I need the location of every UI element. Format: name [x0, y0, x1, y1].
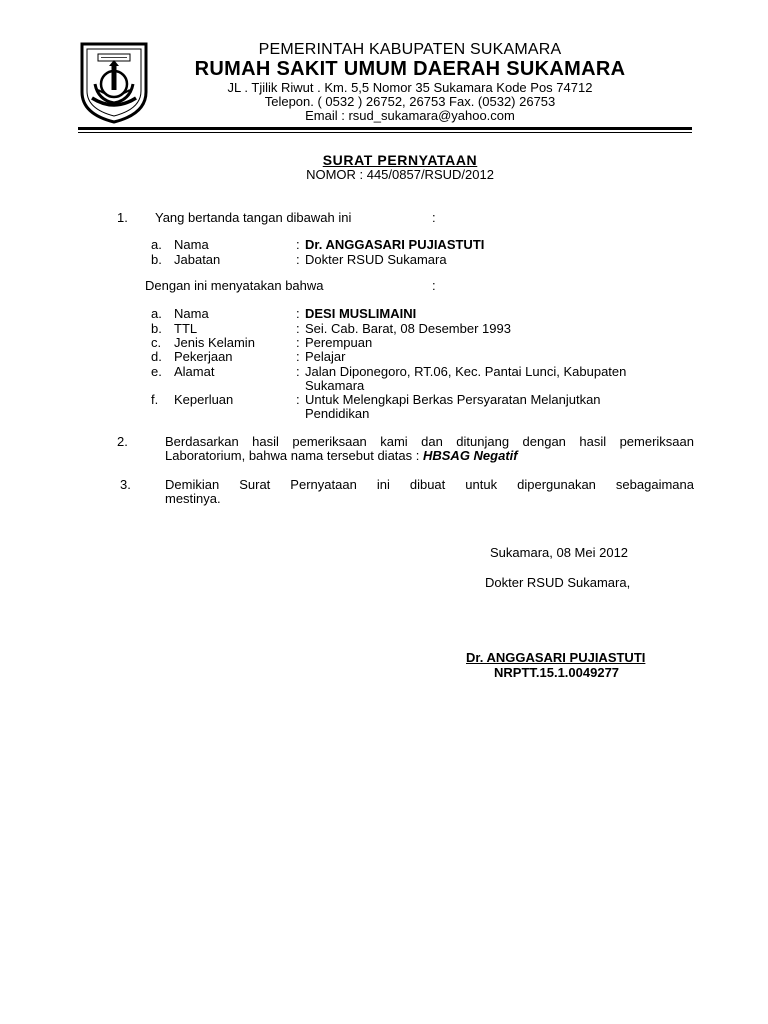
signature-position: Dokter RSUD Sukamara, [485, 575, 631, 590]
subject-sep: : [296, 306, 300, 321]
declaration-text: Dengan ini menyatakan bahwa [145, 278, 324, 293]
signature-nrptt: NRPTT.15.1.0049277 [494, 665, 620, 680]
subject-occupation: Pelajar [305, 349, 346, 364]
declaration-colon: : [432, 278, 436, 293]
section-2-line-2 [165, 448, 518, 463]
section-1-number: 1. [117, 210, 128, 225]
subject-gender: Perempuan [305, 335, 373, 350]
section-2-line-2-text: Laboratorium, bahwa nama tersebut diatas : [165, 448, 423, 463]
letterhead-hospital-name: RUMAH SAKIT UMUM DAERAH SUKAMARA [194, 58, 626, 80]
section-1-text: Yang bertanda tangan dibawah ini [155, 210, 352, 225]
signer-name: Dr. ANGGASARI PUJIASTUTI [305, 237, 485, 252]
signer-letter: b. [151, 252, 162, 267]
subject-name: DESI MUSLIMAINI [305, 306, 417, 321]
subject-label: TTL [174, 321, 198, 336]
section-3-line-1: Demikian Surat Pernyataan ini dibuat untuk dipergunakan sebagaimana [165, 477, 694, 492]
subject-label: Nama [174, 306, 209, 321]
subject-purpose-cont: Pendidikan [305, 406, 370, 421]
signer-label: Jabatan [174, 252, 221, 267]
signer-sep: : [296, 252, 300, 267]
test-result: HBSAG Negatif [422, 448, 518, 463]
subject-birth: Sei. Cab. Barat, 08 Desember 1993 [305, 321, 511, 336]
subject-label: Alamat [174, 364, 215, 379]
subject-label: Jenis Kelamin [174, 335, 255, 350]
section-2-number: 2. [117, 434, 128, 449]
subject-label: Pekerjaan [174, 349, 233, 364]
regency-emblem-logo [78, 40, 150, 124]
letterhead-email: Email : rsud_sukamara@yahoo.com [305, 108, 515, 123]
signer-label: Nama [174, 237, 209, 252]
letterhead-government: PEMERINTAH KABUPATEN SUKAMARA [258, 41, 562, 58]
signer-letter: a. [151, 237, 162, 252]
subject-sep: : [296, 392, 300, 407]
subject-letter: d. [151, 349, 162, 364]
section-3-line-2: mestinya. [165, 491, 221, 506]
letterhead-divider-thick [78, 127, 692, 130]
section-1-colon: : [432, 210, 436, 225]
signer-position: Dokter RSUD Sukamara [305, 252, 447, 267]
subject-label: Keperluan [174, 392, 234, 407]
section-2-line-1: Berdasarkan hasil pemeriksaan kami dan ditunjang dengan hasil pemeriksaan [165, 434, 694, 449]
subject-letter: e. [151, 364, 162, 379]
signature-name: Dr. ANGGASARI PUJIASTUTI [466, 650, 646, 665]
subject-letter: c. [151, 335, 162, 350]
letterhead-phone: Telepon. ( 0532 ) 26752, 26753 Fax. (0532) 26753 [264, 94, 556, 109]
subject-purpose: Untuk Melengkapi Berkas Persyaratan Melanjutkan [305, 392, 601, 407]
subject-address: Jalan Diponegoro, RT.06, Kec. Pantai Lunci, Kabupaten [305, 364, 627, 379]
section-3-number: 3. [120, 477, 131, 492]
subject-sep: : [296, 349, 300, 364]
signature-place-date: Sukamara, 08 Mei 2012 [490, 545, 629, 560]
subject-sep: : [296, 335, 300, 350]
document-title: SURAT PERNYATAAN [322, 152, 478, 168]
subject-sep: : [296, 321, 300, 336]
subject-letter: f. [151, 392, 159, 407]
letterhead-divider-thin [78, 132, 692, 133]
subject-sep: : [296, 364, 300, 379]
subject-letter: b. [151, 321, 162, 336]
letterhead-address: JL . Tjilik Riwut . Km. 5,5 Nomor 35 Sukamara Kode Pos 74712 [227, 80, 593, 95]
subject-address-cont: Sukamara [305, 378, 365, 393]
subject-letter: a. [151, 306, 162, 321]
signer-sep: : [296, 237, 300, 252]
document-number: NOMOR : 445/0857/RSUD/2012 [306, 167, 494, 182]
